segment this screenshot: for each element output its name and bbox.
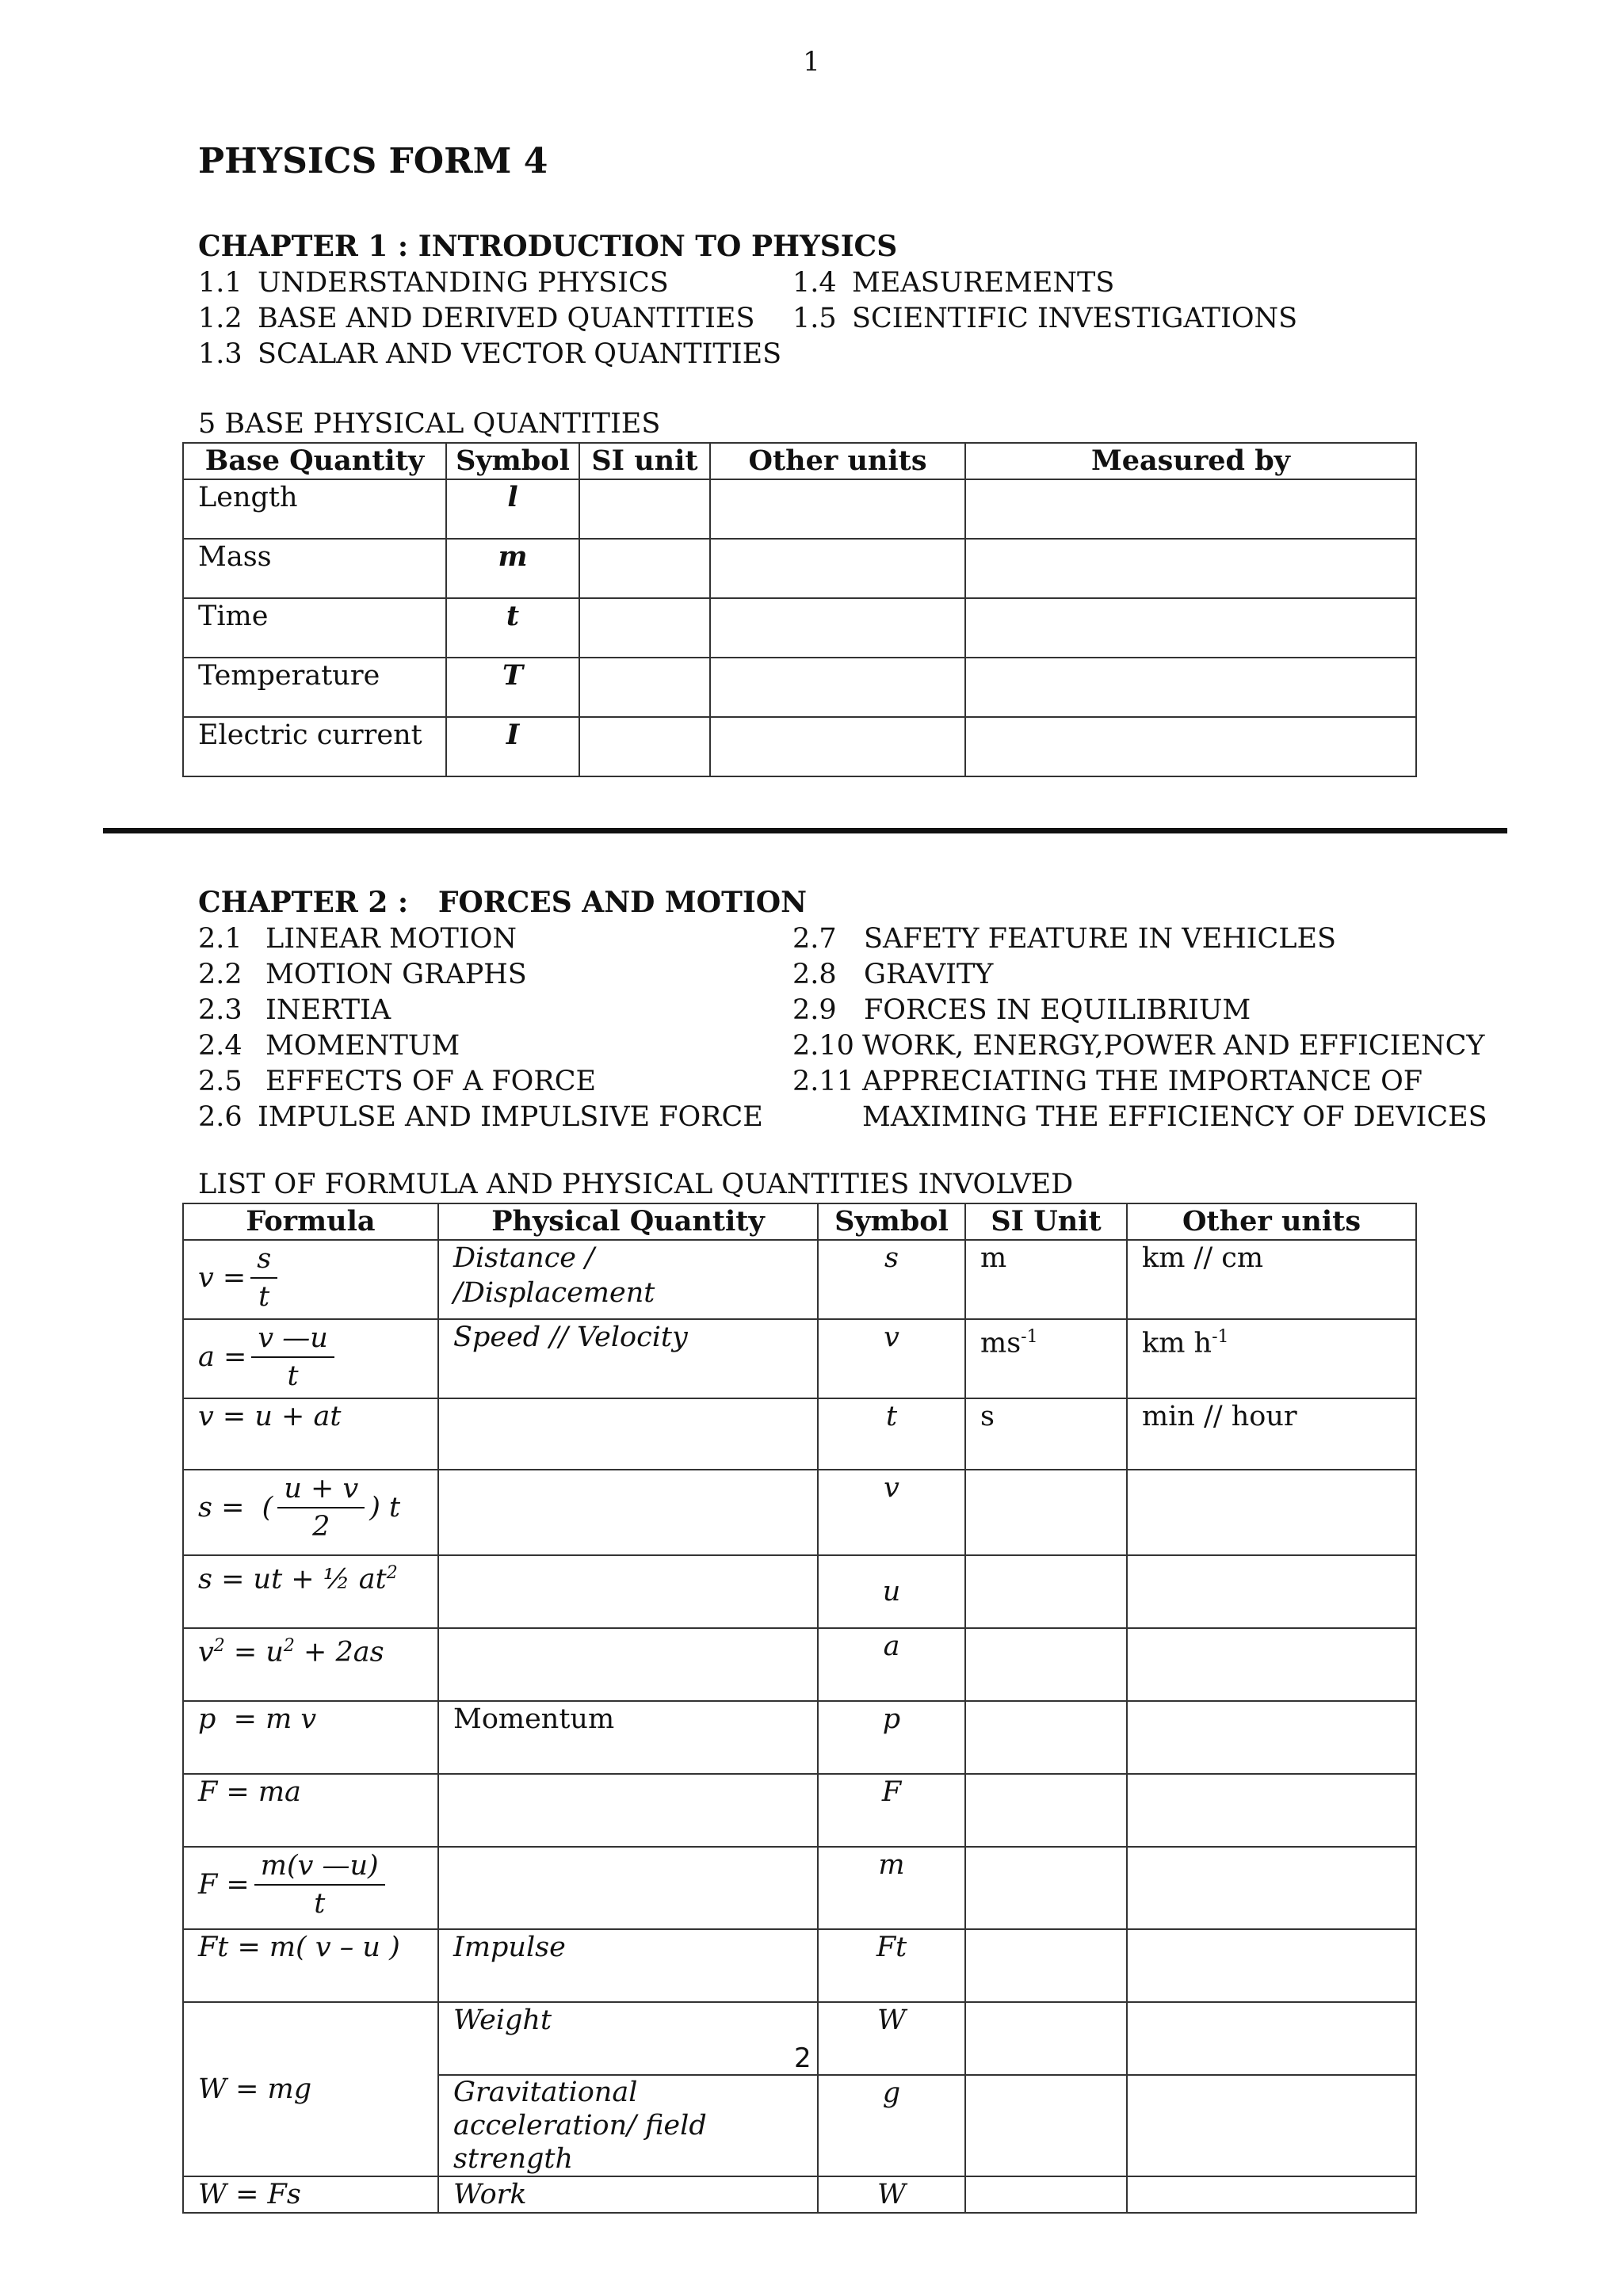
symbol-cell: T: [446, 658, 579, 717]
other-units-cell: [1127, 1774, 1416, 1847]
chapter-2-toc-right: [792, 921, 1487, 1135]
si-unit-cell: [579, 598, 710, 658]
measured-by-cell: [965, 539, 1416, 598]
toc-item: 2.7 SAFETY FEATURE IN VEHICLES: [792, 923, 1337, 955]
page-number: 1: [803, 46, 820, 78]
toc-item: 2.10 WORK, ENERGY,POWER AND EFFICIENCY: [792, 1030, 1485, 1062]
other-units-cell: [1127, 2176, 1416, 2213]
quantity-cell: Length: [183, 479, 446, 539]
quantity-cell: Work: [438, 2176, 818, 2213]
quantity-cell: Momentum: [438, 1701, 818, 1774]
si-unit-cell: [579, 658, 710, 717]
other-units-cell: [1127, 2075, 1416, 2176]
si-unit-cell: $ms^{-1}$: [965, 1319, 1127, 1398]
table-row: [183, 2176, 1416, 2213]
header-physical-quantity: Physical Quantity: [438, 1203, 818, 1240]
symbol-cell: F: [818, 1774, 965, 1847]
toc-item: 1.2 BASE AND DERIVED QUANTITIES: [198, 303, 755, 334]
symbol-cell: Ft: [818, 1929, 965, 2002]
symbol-cell: W: [818, 2176, 965, 2213]
quantity-cell: [438, 1628, 818, 1701]
other-units-cell: [1127, 1701, 1416, 1774]
formula-cell: W = mg: [183, 2002, 438, 2176]
chapter-2-title: CHAPTER 2 : FORCES AND MOTION: [198, 886, 807, 919]
quantity-cell: Gravitational acceleration/ field strength: [438, 2075, 818, 2176]
other-units-cell: [710, 479, 965, 539]
table-row: [183, 1847, 1416, 1929]
symbol-cell: u: [818, 1555, 965, 1628]
other-units-cell: [1127, 2002, 1416, 2075]
toc-item: MAXIMING THE EFFICIENCY OF DEVICES: [862, 1101, 1487, 1133]
formula-cell: F = ma: [183, 1774, 438, 1847]
header-si-unit: SI Unit: [965, 1203, 1127, 1240]
formula-cell: s = ut + ½ $at^2$: [183, 1555, 438, 1628]
toc-item: 2.2 MOTION GRAPHS: [198, 959, 527, 990]
next-page-number: 2: [791, 2042, 815, 2074]
table-row: [183, 539, 1416, 598]
formula-cell: W = Fs: [183, 2176, 438, 2213]
measured-by-cell: [965, 658, 1416, 717]
si-unit-cell: m: [965, 1240, 1127, 1319]
table-row: [183, 479, 1416, 539]
toc-item: 2.8 GRAVITY: [792, 959, 994, 990]
other-units-cell: [710, 598, 965, 658]
toc-item: 1.5 SCIENTIFIC INVESTIGATIONS: [792, 303, 1298, 334]
chapter-2-toc-left: [198, 921, 763, 1135]
toc-item: 2.9 FORCES IN EQUILIBRIUM: [792, 994, 1251, 1026]
header-si-unit: SI unit: [579, 443, 710, 479]
toc-item: 2.11 APPRECIATING THE IMPORTANCE OF: [792, 1066, 1423, 1097]
other-units-cell: km $h^{-1}$: [1127, 1319, 1416, 1398]
section-divider: [103, 828, 1507, 833]
toc-item: 2.6 IMPULSE AND IMPULSIVE FORCE: [198, 1101, 763, 1133]
si-unit-cell: [965, 2075, 1127, 2176]
si-unit-cell: [965, 1774, 1127, 1847]
formula-table-caption: LIST OF FORMULA AND PHYSICAL QUANTITIES INVOLVED: [198, 1169, 1074, 1200]
measured-by-cell: [965, 479, 1416, 539]
symbol-cell: p: [818, 1701, 965, 1774]
chapter-1-toc-right: [792, 265, 1297, 337]
header-symbol: Symbol: [446, 443, 579, 479]
table-row: [183, 1240, 1416, 1319]
formula-cell: p = m v: [183, 1701, 438, 1774]
other-units-cell: [710, 539, 965, 598]
other-units-cell: [710, 658, 965, 717]
quantity-cell: [438, 1398, 818, 1470]
formula-cell: $v^2 = u^2 + 2as$: [183, 1628, 438, 1701]
table-row: [183, 1398, 1416, 1470]
quantity-cell: Electric current: [183, 717, 446, 776]
table-header-row: [183, 1203, 1416, 1240]
base-quantities-caption: 5 BASE PHYSICAL QUANTITIES: [198, 408, 661, 440]
symbol-cell: a: [818, 1628, 965, 1701]
table-row: [183, 1319, 1416, 1398]
other-units-cell: [1127, 1628, 1416, 1701]
si-unit-cell: [965, 1929, 1127, 2002]
table-header-row: [183, 443, 1416, 479]
formula-cell: F = $\frac{m(v —u)}{t}$: [183, 1847, 438, 1929]
si-unit-cell: [965, 1628, 1127, 1701]
header-base-quantity: Base Quantity: [183, 443, 446, 479]
symbol-cell: m: [446, 539, 579, 598]
quantity-cell: [438, 1555, 818, 1628]
document-title: PHYSICS FORM 4: [198, 141, 548, 181]
header-other-units: Other units: [1127, 1203, 1416, 1240]
toc-item: 2.5 EFFECTS OF A FORCE: [198, 1066, 597, 1097]
si-unit-cell: [965, 2002, 1127, 2075]
symbol-cell: s: [818, 1240, 965, 1319]
formula-cell: v = u + at: [183, 1398, 438, 1470]
si-unit-cell: [965, 1701, 1127, 1774]
quantity-cell: [438, 1470, 818, 1555]
other-units-cell: [1127, 1470, 1416, 1555]
si-unit-cell: [579, 539, 710, 598]
table-row: [183, 1701, 1416, 1774]
other-units-cell: min // hour: [1127, 1398, 1416, 1470]
symbol-cell: t: [446, 598, 579, 658]
other-units-cell: km // cm: [1127, 1240, 1416, 1319]
quantity-cell: [438, 1847, 818, 1929]
si-unit-cell: [965, 1470, 1127, 1555]
other-units-cell: [1127, 1555, 1416, 1628]
toc-item: 2.3 INERTIA: [198, 994, 391, 1026]
si-unit-cell: [965, 1847, 1127, 1929]
symbol-cell: v: [818, 1319, 965, 1398]
quantity-cell: Temperature: [183, 658, 446, 717]
table-row: [183, 658, 1416, 717]
quantity-cell: Weight: [438, 2002, 818, 2075]
quantity-cell: [438, 1774, 818, 1847]
symbol-cell: l: [446, 479, 579, 539]
quantity-cell: Mass: [183, 539, 446, 598]
quantity-cell: Time: [183, 598, 446, 658]
header-measured-by: Measured by: [965, 443, 1416, 479]
base-quantities-table: [182, 442, 1417, 777]
chapter-1-toc-left: [198, 265, 781, 372]
header-symbol: Symbol: [818, 1203, 965, 1240]
measured-by-cell: [965, 598, 1416, 658]
toc-item: 1.1 UNDERSTANDING PHYSICS: [198, 267, 669, 299]
other-units-cell: [1127, 1847, 1416, 1929]
formula-cell: v = $\frac{s}{t}$: [183, 1240, 438, 1319]
si-unit-cell: [579, 717, 710, 776]
si-unit-cell: s: [965, 1398, 1127, 1470]
toc-item: 1.3 SCALAR AND VECTOR QUANTITIES: [198, 338, 782, 370]
symbol-cell: v: [818, 1470, 965, 1555]
quantity-cell: Impulse: [438, 1929, 818, 2002]
header-other-units: Other units: [710, 443, 965, 479]
header-formula: Formula: [183, 1203, 438, 1240]
table-row: [183, 1470, 1416, 1555]
toc-item: 1.4 MEASUREMENTS: [792, 267, 1115, 299]
table-row: [183, 717, 1416, 776]
si-unit-cell: [579, 479, 710, 539]
symbol-cell: W: [818, 2002, 965, 2075]
quantity-cell: Distance / /Displacement: [438, 1240, 818, 1319]
other-units-cell: [1127, 1929, 1416, 2002]
toc-item: 2.1 LINEAR MOTION: [198, 923, 517, 955]
toc-item: 2.4 MOMENTUM: [198, 1030, 460, 1062]
table-row: [183, 1929, 1416, 2002]
si-unit-cell: [965, 1555, 1127, 1628]
other-units-cell: [710, 717, 965, 776]
formula-cell: a = $\frac{v —u}{t}$: [183, 1319, 438, 1398]
table-row: [183, 1628, 1416, 1701]
formula-cell: Ft = m( v – u ): [183, 1929, 438, 2002]
symbol-cell: g: [818, 2075, 965, 2176]
symbol-cell: m: [818, 1847, 965, 1929]
symbol-cell: I: [446, 717, 579, 776]
symbol-cell: t: [818, 1398, 965, 1470]
si-unit-cell: [965, 2176, 1127, 2213]
chapter-1-title: CHAPTER 1 : INTRODUCTION TO PHYSICS: [198, 230, 898, 263]
table-row: [183, 1555, 1416, 1628]
quantity-cell: Speed // Velocity: [438, 1319, 818, 1398]
measured-by-cell: [965, 717, 1416, 776]
table-row: [183, 1774, 1416, 1847]
table-row: [183, 598, 1416, 658]
formula-cell: s = ( $\frac{u + v}{2}$ ) t: [183, 1470, 438, 1555]
